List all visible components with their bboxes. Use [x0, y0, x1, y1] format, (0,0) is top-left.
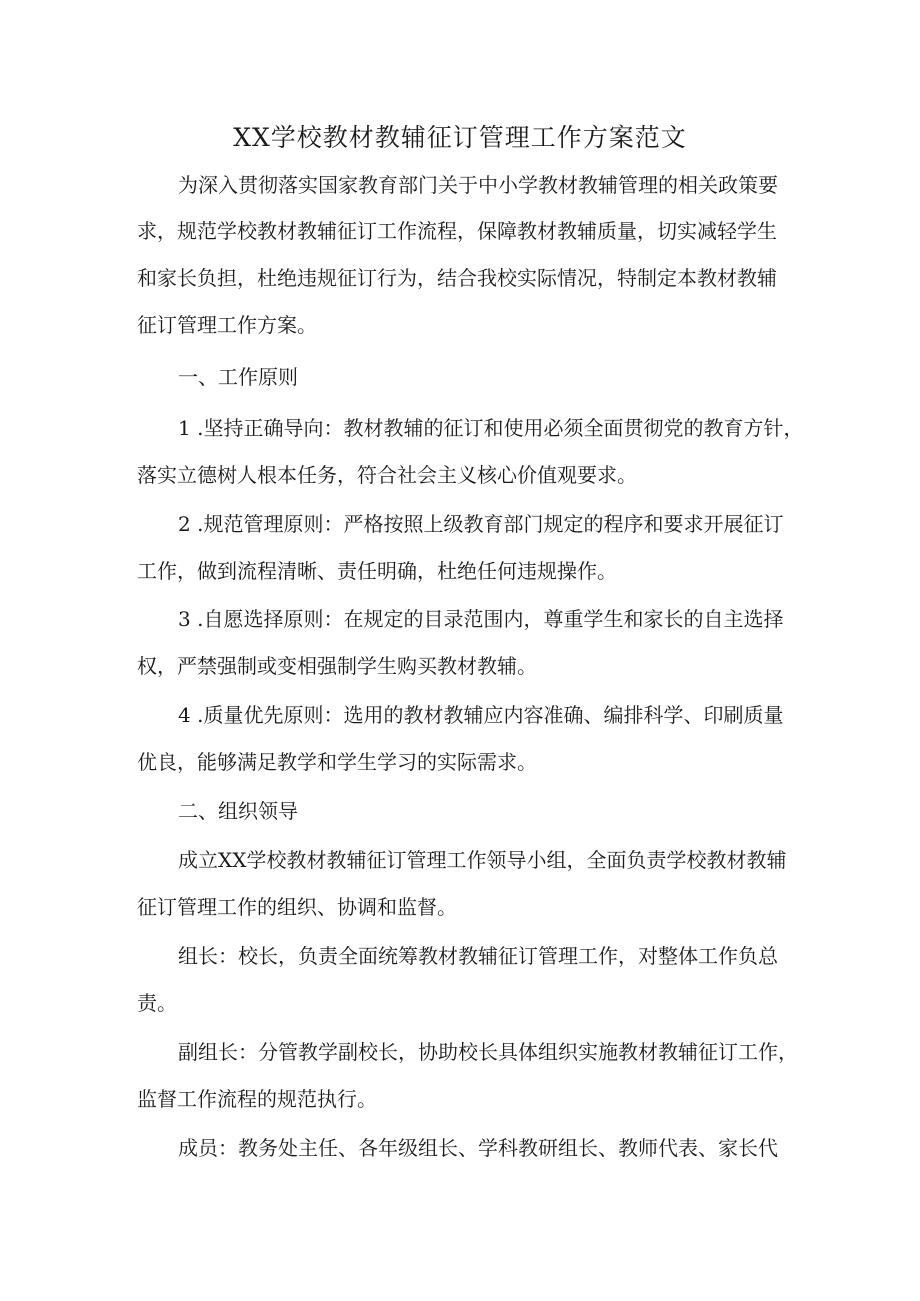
paragraph-line: 求，规范学校教材教辅征订工作流程，保障教材教辅质量，切实减轻学生	[137, 219, 777, 243]
paragraph-line: 2 .规范管理原则：严格按照上级教育部门规定的程序和要求开展征订	[178, 512, 784, 536]
paragraph-line: 成员：教务处主任、各年级组长、学科教研组长、教师代表、家长代	[178, 1136, 778, 1160]
paragraph-line: 优良，能够满足教学和学生学习的实际需求。	[137, 750, 537, 774]
paragraph-line: 责。	[137, 991, 177, 1015]
section-heading: 一、工作原则	[178, 365, 298, 389]
paragraph-line: 成立XX学校教材教辅征订管理工作领导小组，全面负责学校教材教辅	[178, 848, 787, 872]
paragraph-line: 征订管理工作方案。	[137, 313, 317, 337]
paragraph-line: 监督工作流程的规范执行。	[137, 1087, 377, 1111]
paragraph-line: 为深入贯彻落实国家教育部门关于中小学教材教辅管理的相关政策要	[178, 173, 778, 197]
paragraph-line: 征订管理工作的组织、协调和监督。	[137, 895, 457, 919]
paragraph-line: 和家长负担，杜绝违规征订行为，结合我校实际情况，特制定本教材教辅	[137, 266, 777, 290]
paragraph-line: 3 .自愿选择原则：在规定的目录范围内，尊重学生和家长的自主选择	[178, 607, 784, 631]
paragraph-line: 工作，做到流程清晰、责任明确，杜绝任何违规操作。	[137, 559, 617, 583]
paragraph-line: 副组长：分管教学副校长，协助校长具体组织实施教材教辅征订工作，	[178, 1040, 798, 1064]
paragraph-line: 组长：校长，负责全面统筹教材教辅征订管理工作，对整体工作负总	[178, 944, 778, 968]
paragraph-line: 4 .质量优先原则：选用的教材教辅应内容准确、编排科学、印刷质量	[178, 703, 784, 727]
section-heading: 二、组织领导	[178, 799, 298, 823]
document-title: XX学校教材教辅征订管理工作方案范文	[233, 123, 687, 152]
paragraph-line: 1 .坚持正确导向：教材教辅的征订和使用必须全面贯彻党的教育方针，	[178, 416, 804, 440]
paragraph-line: 权，严禁强制或变相强制学生购买教材教辅。	[137, 654, 537, 678]
paragraph-line: 落实立德树人根本任务，符合社会主义核心价值观要求。	[137, 463, 637, 487]
